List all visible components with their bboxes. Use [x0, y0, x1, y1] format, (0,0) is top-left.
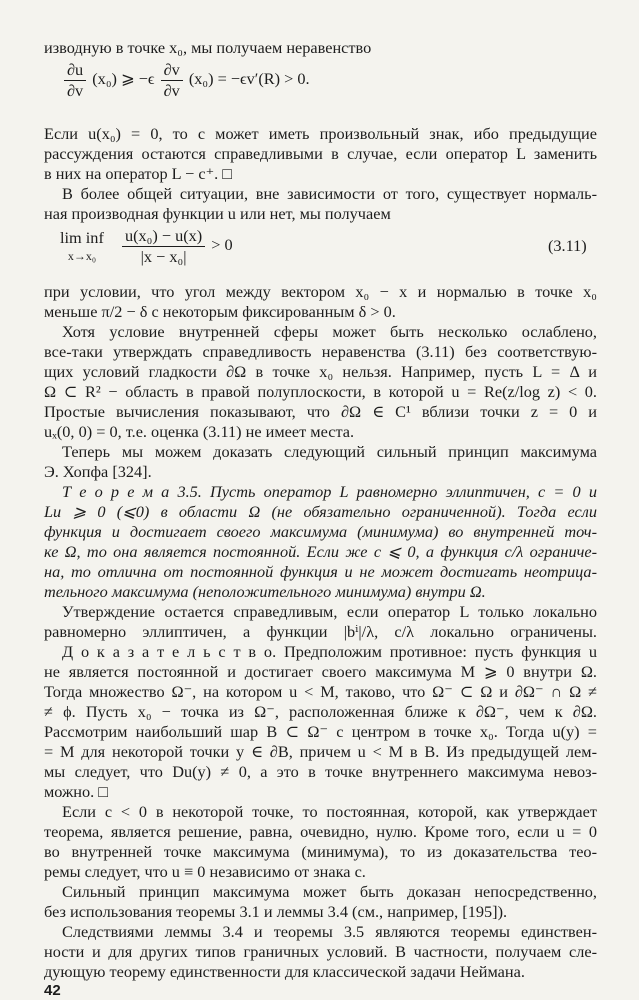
text-line: теорема, является решение, равна, очевидно, нулю. Кроме того, если u = 0	[44, 822, 597, 841]
text-line: ности и для других типов граничных условий. В частности, получаем сле-	[44, 942, 597, 961]
theorem-line: Lu ⩾ 0 (⩽0) в области Ω (не обязательно ограниченной). Тогда если	[44, 502, 597, 521]
equation-3-11: lim inf x→x₀ $\frac{\text{u(x₀) − u(x)}}{\text{|x − x₀|}}$ > 0	[60, 226, 233, 266]
proof-line: = M для некоторой точки y ∈ ∂B, причем u < M в B. Из предыдущей лем-	[44, 742, 597, 761]
text-line: Теперь мы можем доказать следующий сильный принцип максимума	[62, 442, 597, 461]
text-line: В более общей ситуации, вне зависимости от того, существует нормаль-	[62, 184, 597, 203]
text-line: рассуждения остаются справедливыми в случае, если оператор L заменить	[44, 144, 597, 163]
proof-line: Тогда множество Ω⁻, на котором u < M, таково, что Ω⁻ ⊂ Ω и ∂Ω⁻ ∩ Ω ≠	[44, 682, 597, 701]
text-line: во внутренней точке максимума (минимума), то из доказательства тео-	[44, 842, 597, 861]
text-line: равномерно эллиптичен, а функции |bⁱ|/λ, c/λ локально ограничены.	[44, 622, 597, 641]
text-line: Следствиями леммы 3.4 и теоремы 3.5 являются теоремы единствен-	[62, 922, 597, 941]
page-number: 42	[44, 982, 61, 999]
text-line: Сильный принцип максимума может быть доказан непосредственно,	[62, 882, 597, 901]
text-line: Если u(x₀) = 0, то c может иметь произвольный знак, ибо предыдущие	[44, 124, 597, 143]
text-line: ремы следует, что u ≡ 0 независимо от знака c.	[44, 862, 366, 881]
text-line: щих условий гладкости ∂Ω в точке x₀ нельзя. Например, пусть L = Δ и	[44, 362, 597, 381]
proof-line: мы следует, что Du(y) ≠ 0, а это в точке внутреннего максимума невоз-	[44, 762, 597, 781]
text-line: при условии, что угол между вектором x₀ − x и нормалью в точке x₀	[44, 282, 597, 301]
proof-line: Д о к а з а т е л ь с т в о. Предположим противное: пусть функция u	[62, 642, 597, 661]
text-line: дующую теорему единственности для классической задачи Неймана.	[44, 962, 525, 981]
text-line: ная производная функции u или нет, мы получаем	[44, 204, 391, 223]
theorem-line: функция и достигает своего максимума (минимума) во внутренней точ-	[44, 522, 597, 541]
text-line: Простые вычисления показывают, что ∂Ω ∈ C¹ вблизи точки z = 0 и	[44, 402, 597, 421]
text-line: изводную в точке x₀, мы получаем неравенство	[44, 38, 372, 57]
proof-line: можно. □	[44, 782, 109, 801]
text-line: uₓ(0, 0) = 0, т.е. оценка (3.11) не имеет места.	[44, 422, 355, 441]
text-line: все-таки утверждать справедливость неравенства (3.11) без соответствую-	[44, 342, 597, 361]
text-line: в них на оператор L − c⁺. □	[44, 164, 233, 183]
proof-line: ≠ ϕ. Пусть x₀ − точка из Ω⁻, расположенная ближе к ∂Ω⁻, чем к ∂Ω.	[44, 702, 597, 721]
text-line: Э. Хопфа [324].	[44, 462, 152, 481]
theorem-line: тельного максимума (неположительного минимума) внутри Ω.	[44, 582, 486, 601]
equation-label: (3.11)	[548, 236, 587, 255]
text-line: Хотя условие внутренней сферы может быть несколько ослаблено,	[62, 322, 597, 341]
theorem-line: ке Ω, то она является постоянной. Если же c ⩽ 0, а функция c/λ ограниче-	[44, 542, 597, 561]
proof-line: Рассмотрим наибольший шар B ⊂ Ω⁻ с центром в точке x₀. Тогда u(y) =	[44, 722, 597, 741]
theorem-line: Т е о р е м а 3.5. Пусть оператор L равномерно эллиптичен, c = 0 u	[62, 482, 597, 501]
text-line: меньше π/2 − δ с некоторым фиксированным δ > 0.	[44, 302, 396, 321]
text-line: без использования теоремы 3.1 и леммы 3.4 (см., например, [195]).	[44, 902, 508, 921]
theorem-line: на, то отлична от постоянной функция и не может достигать неотрица-	[44, 562, 597, 581]
proof-line: не является постоянной и достигает своего максимума M ⩾ 0 внутри Ω.	[44, 662, 597, 681]
text-line: Утверждение остается справедливым, если оператор L только локально	[62, 602, 597, 621]
equation-normal-derivative: $\frac{\partial u}{\partial v}$ (x₀) ⩾ −ϵ $\frac{\partial v}{\partial v}$ (x₀) = −ϵv′(R) > 0.	[62, 60, 310, 101]
text-line: Ω ⊂ R² − область в правой полуплоскости, в которой u = Re(z/log z) < 0.	[44, 382, 597, 401]
text-line: Если c < 0 в некоторой точке, то постоянная, которой, как утверждает	[62, 802, 597, 821]
